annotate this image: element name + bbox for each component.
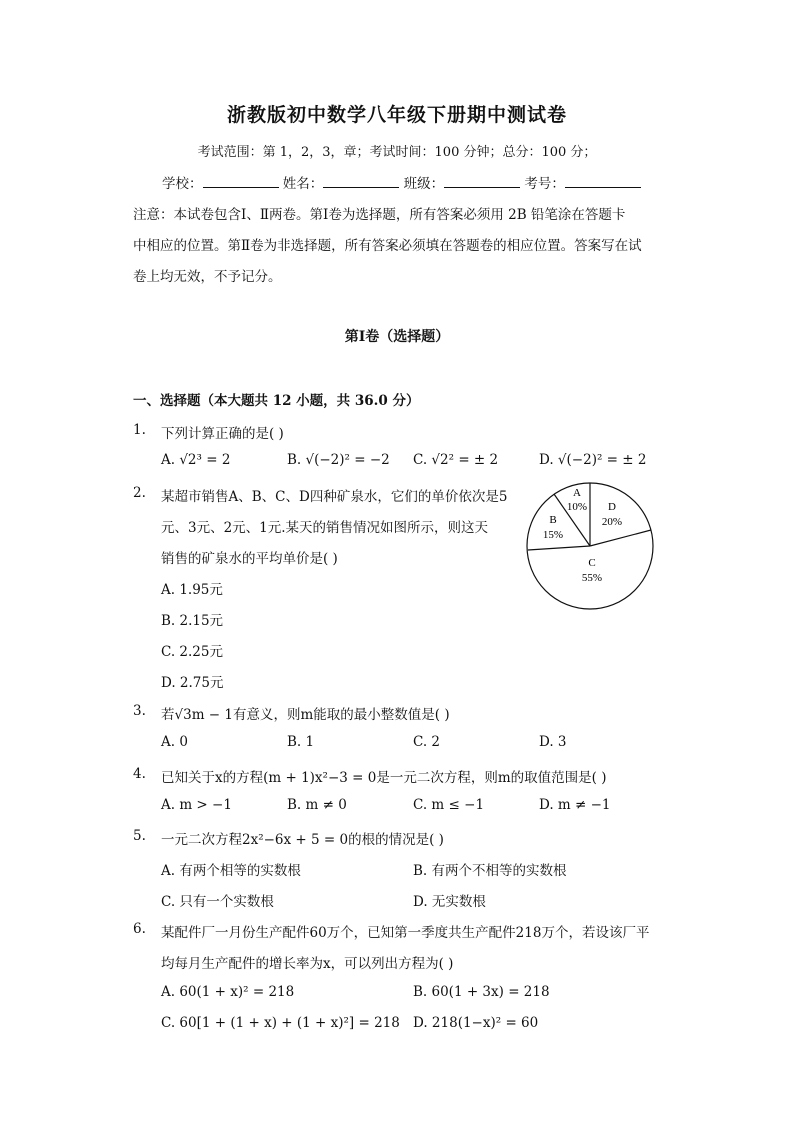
- exam-info: 考试范围：第 1，2，3，章；考试时间：100 分钟；总分：100 分；: [197, 145, 597, 160]
- student-info-row: [162, 172, 641, 192]
- pie-divider-c-b: [528, 546, 590, 550]
- q4-stem: 已知关于x的方程(m + 1)x²−3 = 0是一元二次方程，则m的取值范围是( ): [161, 770, 607, 786]
- q5-option-a[interactable]: A. 有两个相等的实数根: [161, 863, 301, 879]
- school-label: 学校：: [162, 176, 203, 192]
- id-blank[interactable]: [565, 173, 641, 188]
- q4-option-d[interactable]: D. m ≠ −1: [539, 797, 611, 813]
- school-blank[interactable]: [203, 173, 279, 188]
- exam-title: 浙教版初中数学八年级下册期中测试卷: [226, 104, 567, 126]
- q3-option-a[interactable]: A. 0: [161, 734, 188, 750]
- section-title: 第Ⅰ卷（选择题）: [344, 329, 450, 345]
- q1-option-d[interactable]: D. √(−2)² = ± 2: [539, 452, 647, 468]
- q2-number: 2.: [133, 485, 146, 501]
- q2-pie-figure: [520, 478, 660, 614]
- q5-option-b[interactable]: B. 有两个不相等的实数根: [413, 863, 567, 879]
- q5-number: 5.: [133, 828, 146, 844]
- q3-option-c[interactable]: C. 2: [413, 734, 441, 750]
- q6-option-d[interactable]: D. 218(1−x)² = 60: [413, 1015, 539, 1031]
- q6-stem-line-2: 均每月生产配件的增长率为x，可以列出方程为( ): [161, 956, 454, 972]
- notice-line-2: 中相应的位置。第Ⅱ卷为非选择题，所有答案必须填在答题卷的相应位置。答案写在试: [133, 238, 642, 254]
- pie-value-c: 55%: [581, 572, 603, 584]
- id-label: 考号：: [524, 176, 565, 192]
- part-heading: 一、选择题（本大题共 12 小题，共 36.0 分）: [133, 393, 420, 409]
- q6-option-a[interactable]: A. 60(1 + x)² = 218: [161, 984, 295, 1000]
- pie-value-b: 15%: [542, 529, 564, 541]
- pie-label-c: C: [588, 557, 596, 569]
- notice-line-1: 注意：本试卷包含Ⅰ、Ⅱ两卷。第Ⅰ卷为选择题，所有答案必须用 2B 铅笔涂在答题卡: [133, 207, 626, 223]
- pie-label-d: D: [608, 501, 616, 513]
- notice-line-3: 卷上均无效，不予记分。: [133, 269, 282, 285]
- pie-label-b: B: [549, 514, 557, 526]
- pie-value-d: 20%: [601, 516, 623, 528]
- q6-option-b[interactable]: B. 60(1 + 3x) = 218: [413, 984, 550, 1000]
- q1-option-b[interactable]: B. √(−2)² = −2: [287, 452, 390, 468]
- q6-option-c[interactable]: C. 60[1 + (1 + x) + (1 + x)²] = 218: [161, 1015, 400, 1031]
- name-blank[interactable]: [323, 173, 399, 188]
- q6-number: 6.: [133, 921, 146, 937]
- pie-divider-d-c: [590, 530, 651, 546]
- q4-number: 4.: [133, 766, 146, 782]
- q2-stem-line-1: 某超市销售A、B、C、D四种矿泉水，它们的单价依次是5: [161, 489, 508, 505]
- q1-number: 1.: [133, 422, 146, 438]
- name-label: 姓名：: [282, 176, 324, 192]
- q2-stem-line-2: 元、3元、2元、1元.某天的销售情况如图所示，则这天: [161, 520, 489, 536]
- q1-option-a[interactable]: A. √2³ = 2: [161, 452, 231, 468]
- q3-number: 3.: [133, 703, 146, 719]
- class-blank[interactable]: [444, 173, 520, 188]
- q1-option-c[interactable]: C. √2² = ± 2: [413, 452, 499, 468]
- pie-value-a: 10%: [566, 501, 588, 513]
- q2-option-a[interactable]: A. 1.95元: [161, 582, 223, 598]
- q2-option-b[interactable]: B. 2.15元: [161, 613, 224, 629]
- pie-label-a: A: [573, 487, 581, 499]
- q4-option-b[interactable]: B. m ≠ 0: [287, 797, 347, 813]
- q1-stem: 下列计算正确的是( ): [161, 426, 284, 442]
- q5-option-d[interactable]: D. 无实数根: [413, 894, 486, 910]
- q3-option-b[interactable]: B. 1: [287, 734, 315, 750]
- q6-stem-line-1: 某配件厂一月份生产配件60万个，已知第一季度共生产配件218万个，若设该厂平: [161, 925, 650, 941]
- q2-stem-line-3: 销售的矿泉水的平均单价是( ): [161, 551, 338, 567]
- q4-option-a[interactable]: A. m > −1: [161, 797, 232, 813]
- class-label: 班级：: [403, 176, 445, 192]
- q2-option-c[interactable]: C. 2.25元: [161, 644, 223, 660]
- q2-option-d[interactable]: D. 2.75元: [161, 675, 224, 691]
- q4-option-c[interactable]: C. m ≤ −1: [413, 797, 485, 813]
- q5-option-c[interactable]: C. 只有一个实数根: [161, 894, 274, 910]
- q5-stem: 一元二次方程2x²−6x + 5 = 0的根的情况是( ): [161, 832, 444, 848]
- q3-option-d[interactable]: D. 3: [539, 734, 567, 750]
- q3-stem: 若√3m − 1有意义，则m能取的最小整数值是( ): [161, 707, 450, 723]
